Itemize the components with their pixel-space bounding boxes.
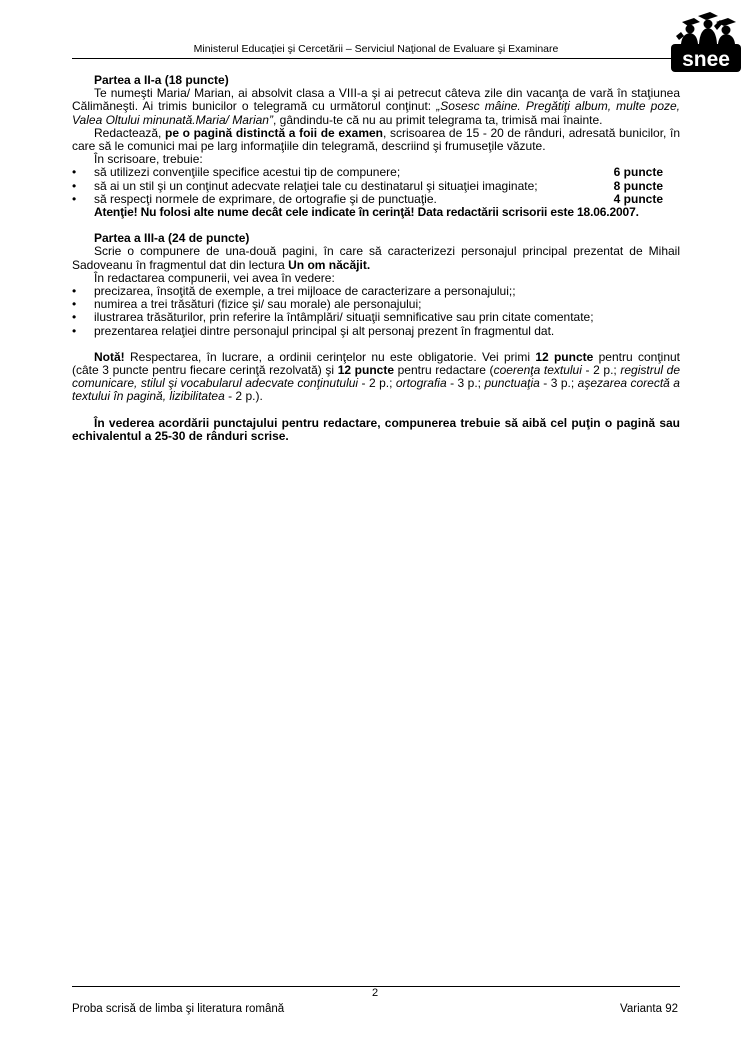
bullet-text: să utilizezi convenţiile specifice acestui tip de compunere; bbox=[94, 165, 401, 180]
part2-text: Redactează, bbox=[94, 125, 165, 140]
part3-intro: În redactarea compunerii, vei avea în vedere: bbox=[94, 270, 335, 285]
note-text: - 2 p.; bbox=[358, 376, 396, 391]
part3-title: Un om năcăjit. bbox=[288, 257, 371, 272]
note-label: Notă! bbox=[94, 349, 125, 364]
bullet-points: 4 puncte bbox=[613, 191, 663, 206]
bullet-dot: • bbox=[72, 284, 77, 299]
note-emphasis: 12 puncte bbox=[337, 363, 394, 378]
note-text: - 3 p.; bbox=[539, 376, 578, 391]
header-divider bbox=[72, 58, 680, 59]
note-italic: punctuaţia bbox=[484, 376, 540, 391]
part2-emphasis: pe o pagină distinctă a foii de examen bbox=[165, 125, 384, 140]
telegram-quote: „Sosesc mâine. Pregătiţi album, multe poze, Valea Oltului minunată.Maria/ Marian” bbox=[72, 99, 680, 127]
bullet-dot: • bbox=[72, 165, 77, 180]
part3-text: Scrie o compunere de una-două pagini, în care să caracterizezi personajul principal prezentat de Mihail Sadoveanu în fragmentul dat din lectura bbox=[72, 244, 680, 272]
footer-exam-name: Proba scrisă de limba şi literatura română bbox=[72, 1003, 285, 1015]
part2-paragraph-1 bbox=[72, 87, 680, 127]
note-italic: registrul de comunicare, stilul şi vocabularul adecvate conţinutului bbox=[72, 363, 681, 391]
bullet-dot: • bbox=[72, 310, 77, 325]
bullet-text: numirea a trei trăsături (fizice şi/ sau morale) ale personajului; bbox=[94, 297, 422, 312]
bullet-text: prezentarea relaţiei dintre personajul principal şi alt personaj prezent în fragmentul dat. bbox=[94, 323, 555, 338]
bullet-dot: • bbox=[72, 323, 77, 338]
part2-text: , gândindu-te că nu au primit telegrama ta, trimisă mai înainte. bbox=[272, 112, 603, 127]
page-number: 2 bbox=[371, 987, 379, 999]
note-italic: coerenţa textului bbox=[493, 363, 582, 378]
part2-text: , scrisoarea de 15 - 20 de rânduri, adresată bunicilor, în care să le comunici mai pe larg informaţiile din telegramă, descriind şi frumuseţile văzute. bbox=[72, 125, 680, 154]
document-body bbox=[72, 74, 680, 443]
bullet-dot: • bbox=[72, 178, 77, 193]
part2-heading: Partea a II-a (18 puncte) bbox=[94, 73, 229, 87]
note-italic: aşezarea corectă a textului în pagină, lizibilitatea bbox=[72, 376, 680, 404]
part2-text: Te numeşti Maria/ Marian, ai absolvit clasa a VIII-a şi ai petrecut câteva zile din vacanţa de vară în staţiunea Călimăneşti. Ai trimis bunicilor o telegramă cu următorul conţinut: bbox=[72, 86, 680, 114]
logo-text: snee bbox=[682, 48, 730, 71]
note-text: pentru conţinut (câte 3 puncte pentru fiecare cerinţă rezolvată) şi bbox=[72, 349, 680, 378]
note-text: - 3 p.; bbox=[446, 376, 485, 391]
page-header: Ministerul Educaţiei şi Cercetării – Serviciul Naţional de Evaluare şi Examinare bbox=[193, 43, 559, 55]
note-paragraph bbox=[72, 351, 680, 404]
note-italic: ortografia bbox=[395, 376, 447, 391]
bullet-dot: • bbox=[72, 297, 77, 312]
part2-bullet bbox=[72, 193, 680, 206]
snee-logo bbox=[668, 10, 742, 74]
part3-paragraph-1 bbox=[72, 245, 680, 271]
part2-paragraph-2 bbox=[72, 127, 680, 153]
bullet-text: să ai un stil şi un conţinut adecvate relaţiei tale cu destinatarul şi situaţiei imaginate; bbox=[94, 178, 538, 193]
bullet-text: precizarea, însoţită de exemple, a trei mijloace de caracterizare a personajului;; bbox=[94, 284, 516, 299]
part2-attention: Atenţie! Nu folosi alte nume decât cele indicate în cerinţă! Data redactării scrisorii este 18.06.2007. bbox=[94, 205, 639, 220]
bullet-points: 8 puncte bbox=[613, 178, 663, 193]
bullet-dot: • bbox=[72, 191, 77, 206]
bullet-text: să respecţi normele de exprimare, de ortografie şi de punctuaţie. bbox=[94, 191, 437, 206]
part3-bullet bbox=[72, 325, 680, 338]
note-text: Respectarea, în lucrare, a ordinii cerinţelor nu este obligatorie. Vei primi bbox=[124, 349, 536, 364]
note-text: pentru redactare ( bbox=[394, 363, 494, 378]
bullet-points: 6 puncte bbox=[613, 165, 663, 180]
final-note: În vederea acordării punctajului pentru redactare, compunerea trebuie să aibă cel puţin o pagină sau echivalentul a 25-30 de rânduri scrise. bbox=[72, 415, 680, 443]
footer-variant: Varianta 92 bbox=[620, 1003, 678, 1015]
part3-heading: Partea a III-a (24 de puncte) bbox=[94, 231, 250, 246]
part2-intro: În scrisoare, trebuie: bbox=[94, 152, 203, 167]
note-emphasis: 12 puncte bbox=[535, 349, 594, 364]
note-text: - 2 p.; bbox=[581, 363, 621, 378]
bullet-text: ilustrarea trăsăturilor, prin referire la întâmplări/ situaţii semnificative sau prin citate comentate; bbox=[94, 310, 594, 325]
note-text: - 2 p.). bbox=[224, 389, 263, 404]
